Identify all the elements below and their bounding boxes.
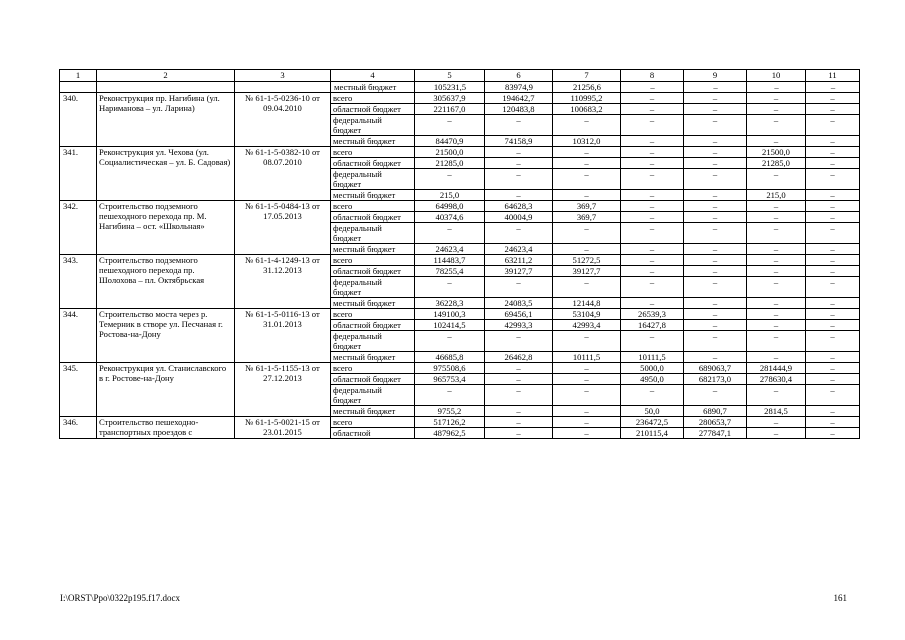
amount-cell: – [553, 374, 621, 385]
document-number: № 61-1-5-0116-13 от 31.01.2013 [235, 309, 331, 363]
footer-file-path: I:\ORST\Ppo\0322p195.f17.docx [60, 593, 181, 603]
amount-cell: – [806, 115, 860, 136]
amount-cell: 83974,9 [485, 82, 553, 93]
amount-cell: – [553, 190, 621, 201]
amount-cell: – [415, 277, 485, 298]
amount-cell: 26539,3 [621, 309, 684, 320]
amount-cell: – [621, 277, 684, 298]
amount-cell: 369,7 [553, 201, 621, 212]
column-number-header: 3 [235, 70, 331, 82]
amount-cell: – [621, 104, 684, 115]
amount-cell: – [684, 169, 747, 190]
empty-cell [235, 82, 331, 93]
amount-cell: – [747, 277, 806, 298]
amount-cell: 114483,7 [415, 255, 485, 266]
amount-cell: – [684, 266, 747, 277]
budget-label: областной [331, 428, 415, 439]
amount-cell: 305637,9 [415, 93, 485, 104]
amount-cell: 53104,9 [553, 309, 621, 320]
table-row [60, 147, 860, 158]
amount-cell: – [747, 385, 806, 406]
item-number: 342. [60, 201, 97, 255]
amount-cell: 64998,0 [415, 201, 485, 212]
amount-cell: 149100,3 [415, 309, 485, 320]
budget-label: местный бюджет [331, 352, 415, 363]
amount-cell: 74158,9 [485, 136, 553, 147]
document-number: № 61-1-5-0021-15 от 23.01.2015 [235, 417, 331, 439]
budget-label: всего [331, 93, 415, 104]
amount-cell: 21256,6 [553, 82, 621, 93]
amount-cell: 10111,5 [621, 352, 684, 363]
amount-cell: – [485, 406, 553, 417]
amount-cell: – [806, 93, 860, 104]
table-row [60, 201, 860, 212]
amount-cell: 682173,0 [684, 374, 747, 385]
amount-cell: – [621, 158, 684, 169]
amount-cell: – [806, 374, 860, 385]
amount-cell: – [684, 320, 747, 331]
amount-cell: – [806, 201, 860, 212]
amount-cell: – [415, 385, 485, 406]
amount-cell: 36228,3 [415, 298, 485, 309]
amount-cell: – [806, 104, 860, 115]
amount-cell: – [747, 309, 806, 320]
budget-label: всего [331, 201, 415, 212]
budget-label: областной бюджет [331, 374, 415, 385]
amount-cell: – [747, 115, 806, 136]
amount-cell: 50,0 [621, 406, 684, 417]
amount-cell: – [747, 320, 806, 331]
amount-cell: – [621, 147, 684, 158]
table-row [60, 417, 860, 428]
budget-label: местный бюджет [331, 298, 415, 309]
budget-label: областной бюджет [331, 158, 415, 169]
budget-label: областной бюджет [331, 104, 415, 115]
amount-cell: – [621, 190, 684, 201]
amount-cell: 84470,9 [415, 136, 485, 147]
amount-cell: 10111,5 [553, 352, 621, 363]
amount-cell: – [806, 385, 860, 406]
amount-cell: – [747, 201, 806, 212]
object-name: Реконструкция ул. Чехова (ул. Социалистическая – ул. Б. Садовая) [97, 147, 235, 201]
amount-cell: – [747, 352, 806, 363]
amount-cell: – [806, 406, 860, 417]
amount-cell: 39127,7 [553, 266, 621, 277]
amount-cell: – [747, 93, 806, 104]
amount-cell: 51272,5 [553, 255, 621, 266]
header-row [60, 70, 860, 82]
amount-cell: 215,0 [415, 190, 485, 201]
amount-cell: 64628,3 [485, 201, 553, 212]
budget-label: областной бюджет [331, 212, 415, 223]
amount-cell: 369,7 [553, 212, 621, 223]
amount-cell: – [747, 223, 806, 244]
amount-cell: – [684, 352, 747, 363]
amount-cell: – [747, 331, 806, 352]
budget-table [59, 69, 860, 439]
amount-cell: 42993,3 [485, 320, 553, 331]
object-name: Реконструкция ул. Станиславского в г. Ростове-на-Дону [97, 363, 235, 417]
amount-cell: – [747, 255, 806, 266]
budget-label: всего [331, 255, 415, 266]
amount-cell: 63211,2 [485, 255, 553, 266]
amount-cell: – [747, 298, 806, 309]
amount-cell: – [684, 158, 747, 169]
item-number: 344. [60, 309, 97, 363]
item-number: 346. [60, 417, 97, 439]
budget-label: местный бюджет [331, 82, 415, 93]
amount-cell: – [806, 277, 860, 298]
amount-cell: – [485, 374, 553, 385]
budget-label: областной бюджет [331, 266, 415, 277]
budget-label: федеральный бюджет [331, 223, 415, 244]
amount-cell: 120483,8 [485, 104, 553, 115]
object-name: Строительство моста через р. Темерник в створе ул. Песчаная г. Ростова-на-Дону [97, 309, 235, 363]
amount-cell: – [684, 201, 747, 212]
amount-cell: – [621, 255, 684, 266]
amount-cell: – [684, 147, 747, 158]
amount-cell: 965753,4 [415, 374, 485, 385]
amount-cell: – [621, 266, 684, 277]
amount-cell: 40004,9 [485, 212, 553, 223]
amount-cell: 24623,4 [485, 244, 553, 255]
amount-cell: – [684, 93, 747, 104]
budget-label: федеральный бюджет [331, 115, 415, 136]
amount-cell: 46685,8 [415, 352, 485, 363]
amount-cell: 10312,0 [553, 136, 621, 147]
amount-cell: – [806, 428, 860, 439]
item-number: 343. [60, 255, 97, 309]
amount-cell: 105231,5 [415, 82, 485, 93]
amount-cell: – [553, 223, 621, 244]
amount-cell: – [485, 428, 553, 439]
amount-cell: – [806, 331, 860, 352]
column-number-header: 11 [806, 70, 860, 82]
budget-label: местный бюджет [331, 244, 415, 255]
amount-cell: – [621, 201, 684, 212]
object-name: Строительство пешеходно-транспортных проездов с [97, 417, 235, 439]
budget-label: местный бюджет [331, 190, 415, 201]
amount-cell: – [621, 385, 684, 406]
budget-label: федеральный бюджет [331, 277, 415, 298]
amount-cell: – [747, 136, 806, 147]
object-name: Строительство подземного пешеходного перехода пр. Шолохова – пл. Октябрьская [97, 255, 235, 309]
amount-cell: 42993,4 [553, 320, 621, 331]
amount-cell: – [806, 363, 860, 374]
amount-cell: – [806, 212, 860, 223]
amount-cell: – [684, 385, 747, 406]
amount-cell: – [806, 255, 860, 266]
amount-cell: 78255,4 [415, 266, 485, 277]
document-number: № 61-1-5-0484-13 от 17.05.2013 [235, 201, 331, 255]
amount-cell: – [747, 169, 806, 190]
column-number-header: 1 [60, 70, 97, 82]
amount-cell: – [747, 244, 806, 255]
amount-cell: 16427,8 [621, 320, 684, 331]
item-number: 345. [60, 363, 97, 417]
amount-cell: – [621, 223, 684, 244]
document-number: № 61-1-5-0236-10 от 09.04.2010 [235, 93, 331, 147]
amount-cell: 236472,5 [621, 417, 684, 428]
amount-cell: – [621, 212, 684, 223]
amount-cell: – [747, 266, 806, 277]
amount-cell: 215,0 [747, 190, 806, 201]
amount-cell: – [806, 190, 860, 201]
amount-cell: – [747, 104, 806, 115]
document-number: № 61-1-4-1249-13 от 31.12.2013 [235, 255, 331, 309]
amount-cell: 975508,6 [415, 363, 485, 374]
column-number-header: 8 [621, 70, 684, 82]
amount-cell: – [806, 244, 860, 255]
amount-cell: – [684, 190, 747, 201]
amount-cell: 69456,1 [485, 309, 553, 320]
amount-cell: – [684, 82, 747, 93]
amount-cell: 487962,5 [415, 428, 485, 439]
amount-cell: 21285,0 [415, 158, 485, 169]
empty-cell [97, 82, 235, 93]
continuation-row [60, 82, 860, 93]
amount-cell: 221167,0 [415, 104, 485, 115]
column-number-header: 7 [553, 70, 621, 82]
amount-cell: 5000,0 [621, 363, 684, 374]
amount-cell: – [806, 309, 860, 320]
amount-cell: – [747, 82, 806, 93]
budget-label: местный бюджет [331, 136, 415, 147]
table-row [60, 309, 860, 320]
amount-cell: 194642,7 [485, 93, 553, 104]
amount-cell: – [553, 428, 621, 439]
amount-cell: – [684, 331, 747, 352]
amount-cell: – [684, 309, 747, 320]
amount-cell: – [621, 136, 684, 147]
amount-cell: – [684, 136, 747, 147]
amount-cell: – [621, 115, 684, 136]
amount-cell: – [415, 115, 485, 136]
column-number-header: 2 [97, 70, 235, 82]
amount-cell: 21500,0 [415, 147, 485, 158]
empty-cell [60, 82, 97, 93]
table-row [60, 363, 860, 374]
amount-cell: – [485, 385, 553, 406]
amount-cell: 12144,8 [553, 298, 621, 309]
amount-cell: 39127,7 [485, 266, 553, 277]
amount-cell: 100683,2 [553, 104, 621, 115]
amount-cell: – [747, 212, 806, 223]
amount-cell: – [806, 158, 860, 169]
budget-label: всего [331, 309, 415, 320]
amount-cell: – [621, 93, 684, 104]
amount-cell: – [684, 277, 747, 298]
amount-cell: – [553, 363, 621, 374]
amount-cell: – [485, 363, 553, 374]
amount-cell: – [553, 385, 621, 406]
budget-label: федеральный бюджет [331, 331, 415, 352]
amount-cell: – [806, 352, 860, 363]
amount-cell: – [553, 277, 621, 298]
object-name: Строительство подземного пешеходного перехода пр. М. Нагибина – ост. «Школьная» [97, 201, 235, 255]
amount-cell: – [415, 223, 485, 244]
item-number: 340. [60, 93, 97, 147]
amount-cell: 6890,7 [684, 406, 747, 417]
column-number-header: 6 [485, 70, 553, 82]
amount-cell: 110995,2 [553, 93, 621, 104]
amount-cell: 21285,0 [747, 158, 806, 169]
amount-cell: – [621, 82, 684, 93]
amount-cell: 280653,7 [684, 417, 747, 428]
budget-label: всего [331, 147, 415, 158]
column-number-header: 10 [747, 70, 806, 82]
column-number-header: 9 [684, 70, 747, 82]
amount-cell: – [485, 277, 553, 298]
amount-cell: – [684, 104, 747, 115]
budget-label: всего [331, 417, 415, 428]
amount-cell: – [485, 417, 553, 428]
amount-cell: – [553, 158, 621, 169]
amount-cell: – [485, 115, 553, 136]
amount-cell: – [553, 115, 621, 136]
table-row [60, 255, 860, 266]
amount-cell: – [806, 147, 860, 158]
amount-cell: – [415, 331, 485, 352]
amount-cell: 278630,4 [747, 374, 806, 385]
amount-cell: – [806, 320, 860, 331]
amount-cell: – [621, 244, 684, 255]
amount-cell: – [553, 169, 621, 190]
document-number: № 61-1-5-0382-10 от 08.07.2010 [235, 147, 331, 201]
amount-cell: – [806, 223, 860, 244]
budget-label: всего [331, 363, 415, 374]
budget-label: областной бюджет [331, 320, 415, 331]
amount-cell: – [806, 136, 860, 147]
amount-cell: 102414,5 [415, 320, 485, 331]
amount-cell: – [553, 244, 621, 255]
amount-cell: – [806, 417, 860, 428]
amount-cell: – [553, 406, 621, 417]
amount-cell: 281444,9 [747, 363, 806, 374]
amount-cell: – [684, 223, 747, 244]
amount-cell: 2814,5 [747, 406, 806, 417]
amount-cell: – [485, 169, 553, 190]
amount-cell: – [485, 190, 553, 201]
amount-cell: 9755,2 [415, 406, 485, 417]
table-row [60, 93, 860, 104]
amount-cell: – [747, 417, 806, 428]
amount-cell: 24083,5 [485, 298, 553, 309]
footer-page-number: 161 [833, 593, 847, 603]
column-number-header: 5 [415, 70, 485, 82]
amount-cell: – [806, 82, 860, 93]
amount-cell: – [621, 331, 684, 352]
amount-cell: – [684, 255, 747, 266]
budget-label: федеральный бюджет [331, 169, 415, 190]
amount-cell: 24623,4 [415, 244, 485, 255]
amount-cell: – [485, 223, 553, 244]
amount-cell: – [806, 266, 860, 277]
amount-cell: 517126,2 [415, 417, 485, 428]
budget-label: местный бюджет [331, 406, 415, 417]
amount-cell: 689063,7 [684, 363, 747, 374]
amount-cell: – [684, 298, 747, 309]
amount-cell: 26462,8 [485, 352, 553, 363]
amount-cell: 4950,0 [621, 374, 684, 385]
amount-cell: 21500,0 [747, 147, 806, 158]
amount-cell: – [684, 244, 747, 255]
amount-cell: – [621, 298, 684, 309]
item-number: 341. [60, 147, 97, 201]
amount-cell: – [415, 169, 485, 190]
document-number: № 61-1-5-1155-13 от 27.12.2013 [235, 363, 331, 417]
amount-cell: – [684, 212, 747, 223]
amount-cell: – [553, 331, 621, 352]
amount-cell: 277847,1 [684, 428, 747, 439]
amount-cell: 40374,6 [415, 212, 485, 223]
amount-cell: – [806, 298, 860, 309]
object-name: Реконструкция пр. Нагибина (ул. Нариманова – ул. Ларина) [97, 93, 235, 147]
column-number-header: 4 [331, 70, 415, 82]
budget-label: федеральный бюджет [331, 385, 415, 406]
amount-cell: – [553, 417, 621, 428]
amount-cell: – [553, 147, 621, 158]
amount-cell: – [485, 147, 553, 158]
amount-cell: – [485, 331, 553, 352]
amount-cell: – [485, 158, 553, 169]
amount-cell: – [747, 428, 806, 439]
amount-cell: 210115,4 [621, 428, 684, 439]
amount-cell: – [806, 169, 860, 190]
amount-cell: – [621, 169, 684, 190]
amount-cell: – [684, 115, 747, 136]
